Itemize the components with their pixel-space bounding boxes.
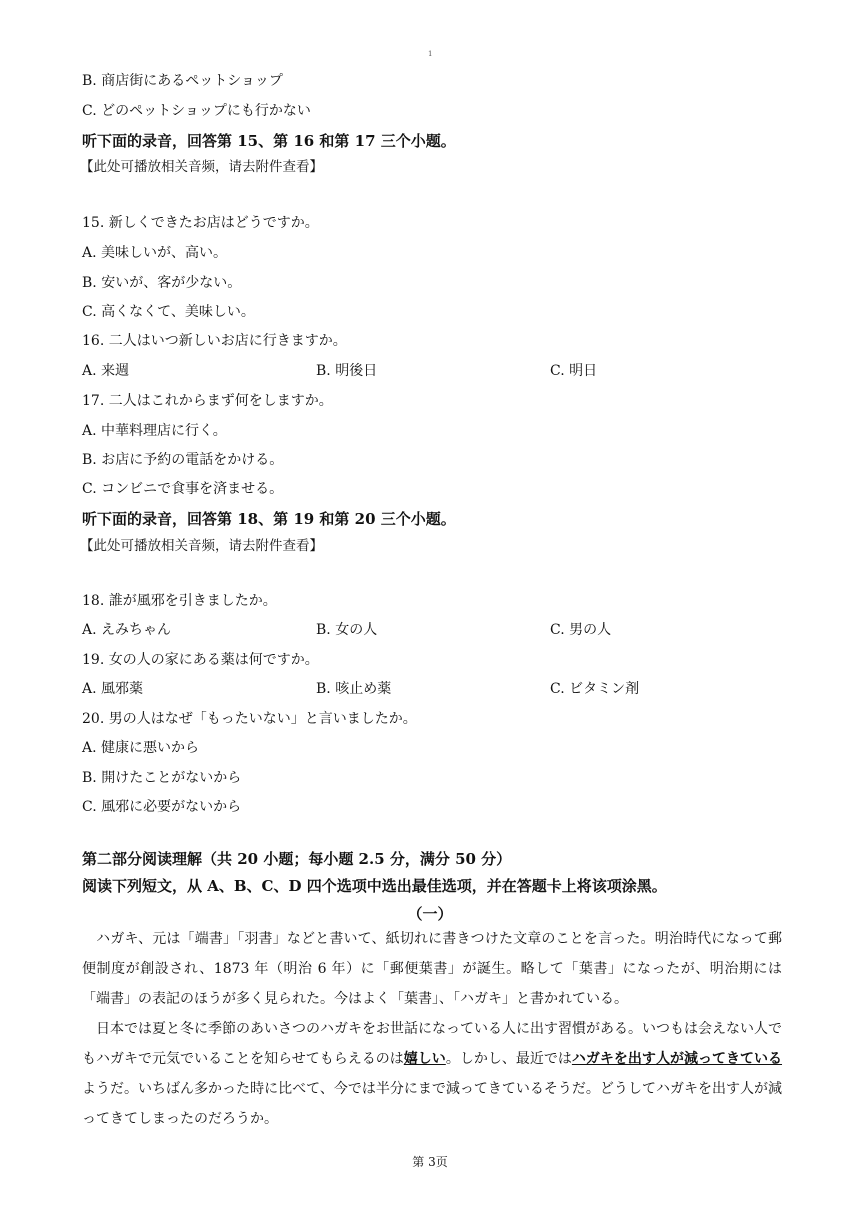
passage-p2-text-b: 。しかし、最近では [445, 1051, 572, 1067]
audio-note-2: 【此处可播放相关音频，请去附件查看】 [80, 538, 323, 554]
q16-option-a: A. 来週 [82, 363, 130, 379]
underlined-phrase-hagaki: ハガキを出す人が減ってきている [571, 1051, 783, 1067]
q16-option-c: C. 明日 [550, 363, 598, 379]
q15-option-b: B. 安いが、客が少ない。 [82, 275, 242, 291]
q14-option-c: C. どのペットショップにも行かない [82, 103, 311, 119]
audio-note-1: 【此处可播放相关音频，请去附件查看】 [80, 159, 323, 175]
q15-option-a: A. 美味しいが、高い。 [82, 245, 228, 261]
question-17: 17. 二人はこれからまず何をしますか。 [82, 393, 333, 409]
passage-p2-text-a: 日本では夏と冬に季節のあいさつのハガキをお世話になっている人に出す習慣がある。いつもは会えない人でもハガキで元気でいることを知らせてもらえるのは [82, 1021, 782, 1067]
question-15: 15. 新しくできたお店はどうですか。 [82, 215, 319, 231]
q19-option-b: B. 咳止め薬 [316, 681, 392, 697]
part2-instruction: 阅读下列短文，从 A、B、C、D 四个选项中选出最佳选项，并在答题卡上将该项涂黑。 [82, 877, 667, 895]
question-19: 19. 女の人の家にある薬は何ですか。 [82, 652, 319, 668]
question-20: 20. 男の人はなぜ「もったいない」と言いましたか。 [82, 711, 417, 727]
q18-option-c: C. 男の人 [550, 622, 612, 638]
section-number: （一） [407, 905, 453, 923]
listening-instruction-2: 听下面的录音，回答第 18、第 19 和第 20 三个小题。 [82, 510, 456, 528]
question-18: 18. 誰が風邪を引きましたか。 [82, 593, 277, 609]
q17-option-c: C. コンビニで食事を済ませる。 [82, 481, 284, 497]
q20-option-b: B. 開けたことがないから [82, 770, 242, 786]
q14-option-b: B. 商店街にあるペットショップ [82, 73, 283, 89]
page-number: 第 3页 [412, 1155, 448, 1169]
q15-option-c: C. 高くなくて、美味しい。 [82, 304, 255, 320]
underlined-phrase-ureshii: 嬉しい [403, 1051, 446, 1067]
listening-instruction-1: 听下面的录音，回答第 15、第 16 和第 17 三个小题。 [82, 132, 456, 150]
q19-option-c: C. ビタミン剤 [550, 681, 640, 697]
q18-option-a: A. えみちゃん [82, 622, 172, 638]
q17-option-a: A. 中華料理店に行く。 [82, 423, 227, 439]
q20-option-a: A. 健康に悪いから [82, 740, 200, 756]
passage-p2-text-c: ようだ。いちばん多かった時に比べて、今では半分にまで減ってきているそうだ。どうしてハガキを出す人が減ってきてしまったのだろうか。 [82, 1081, 782, 1127]
q16-option-b: B. 明後日 [316, 363, 378, 379]
page-top-mark: 1 [428, 50, 433, 58]
q17-option-b: B. お店に予約の電話をかける。 [82, 452, 284, 468]
q19-option-a: A. 風邪薬 [82, 681, 144, 697]
q18-option-b: B. 女の人 [316, 622, 378, 638]
part2-heading: 第二部分阅读理解（共 20 小题；每小题 2.5 分，满分 50 分） [82, 850, 512, 868]
passage-paragraph-1: ハガキ、元は「端書」「羽書」などと書いて、紙切れに書きつけた文章のことを言った。明治時代になって郵便制度が創設され、1873 年（明治 6 年）に「郵便葉書」が誕生。略して「葉書」になったが、明治期には「端書」の表記のほうが多く見られた。今はよく「葉書」、「ハガキ」と書かれている。 [82, 931, 782, 1007]
question-16: 16. 二人はいつ新しいお店に行きますか。 [82, 333, 347, 349]
q20-option-c: C. 風邪に必要がないから [82, 799, 242, 815]
passage-paragraph-2 [82, 1014, 782, 1134]
